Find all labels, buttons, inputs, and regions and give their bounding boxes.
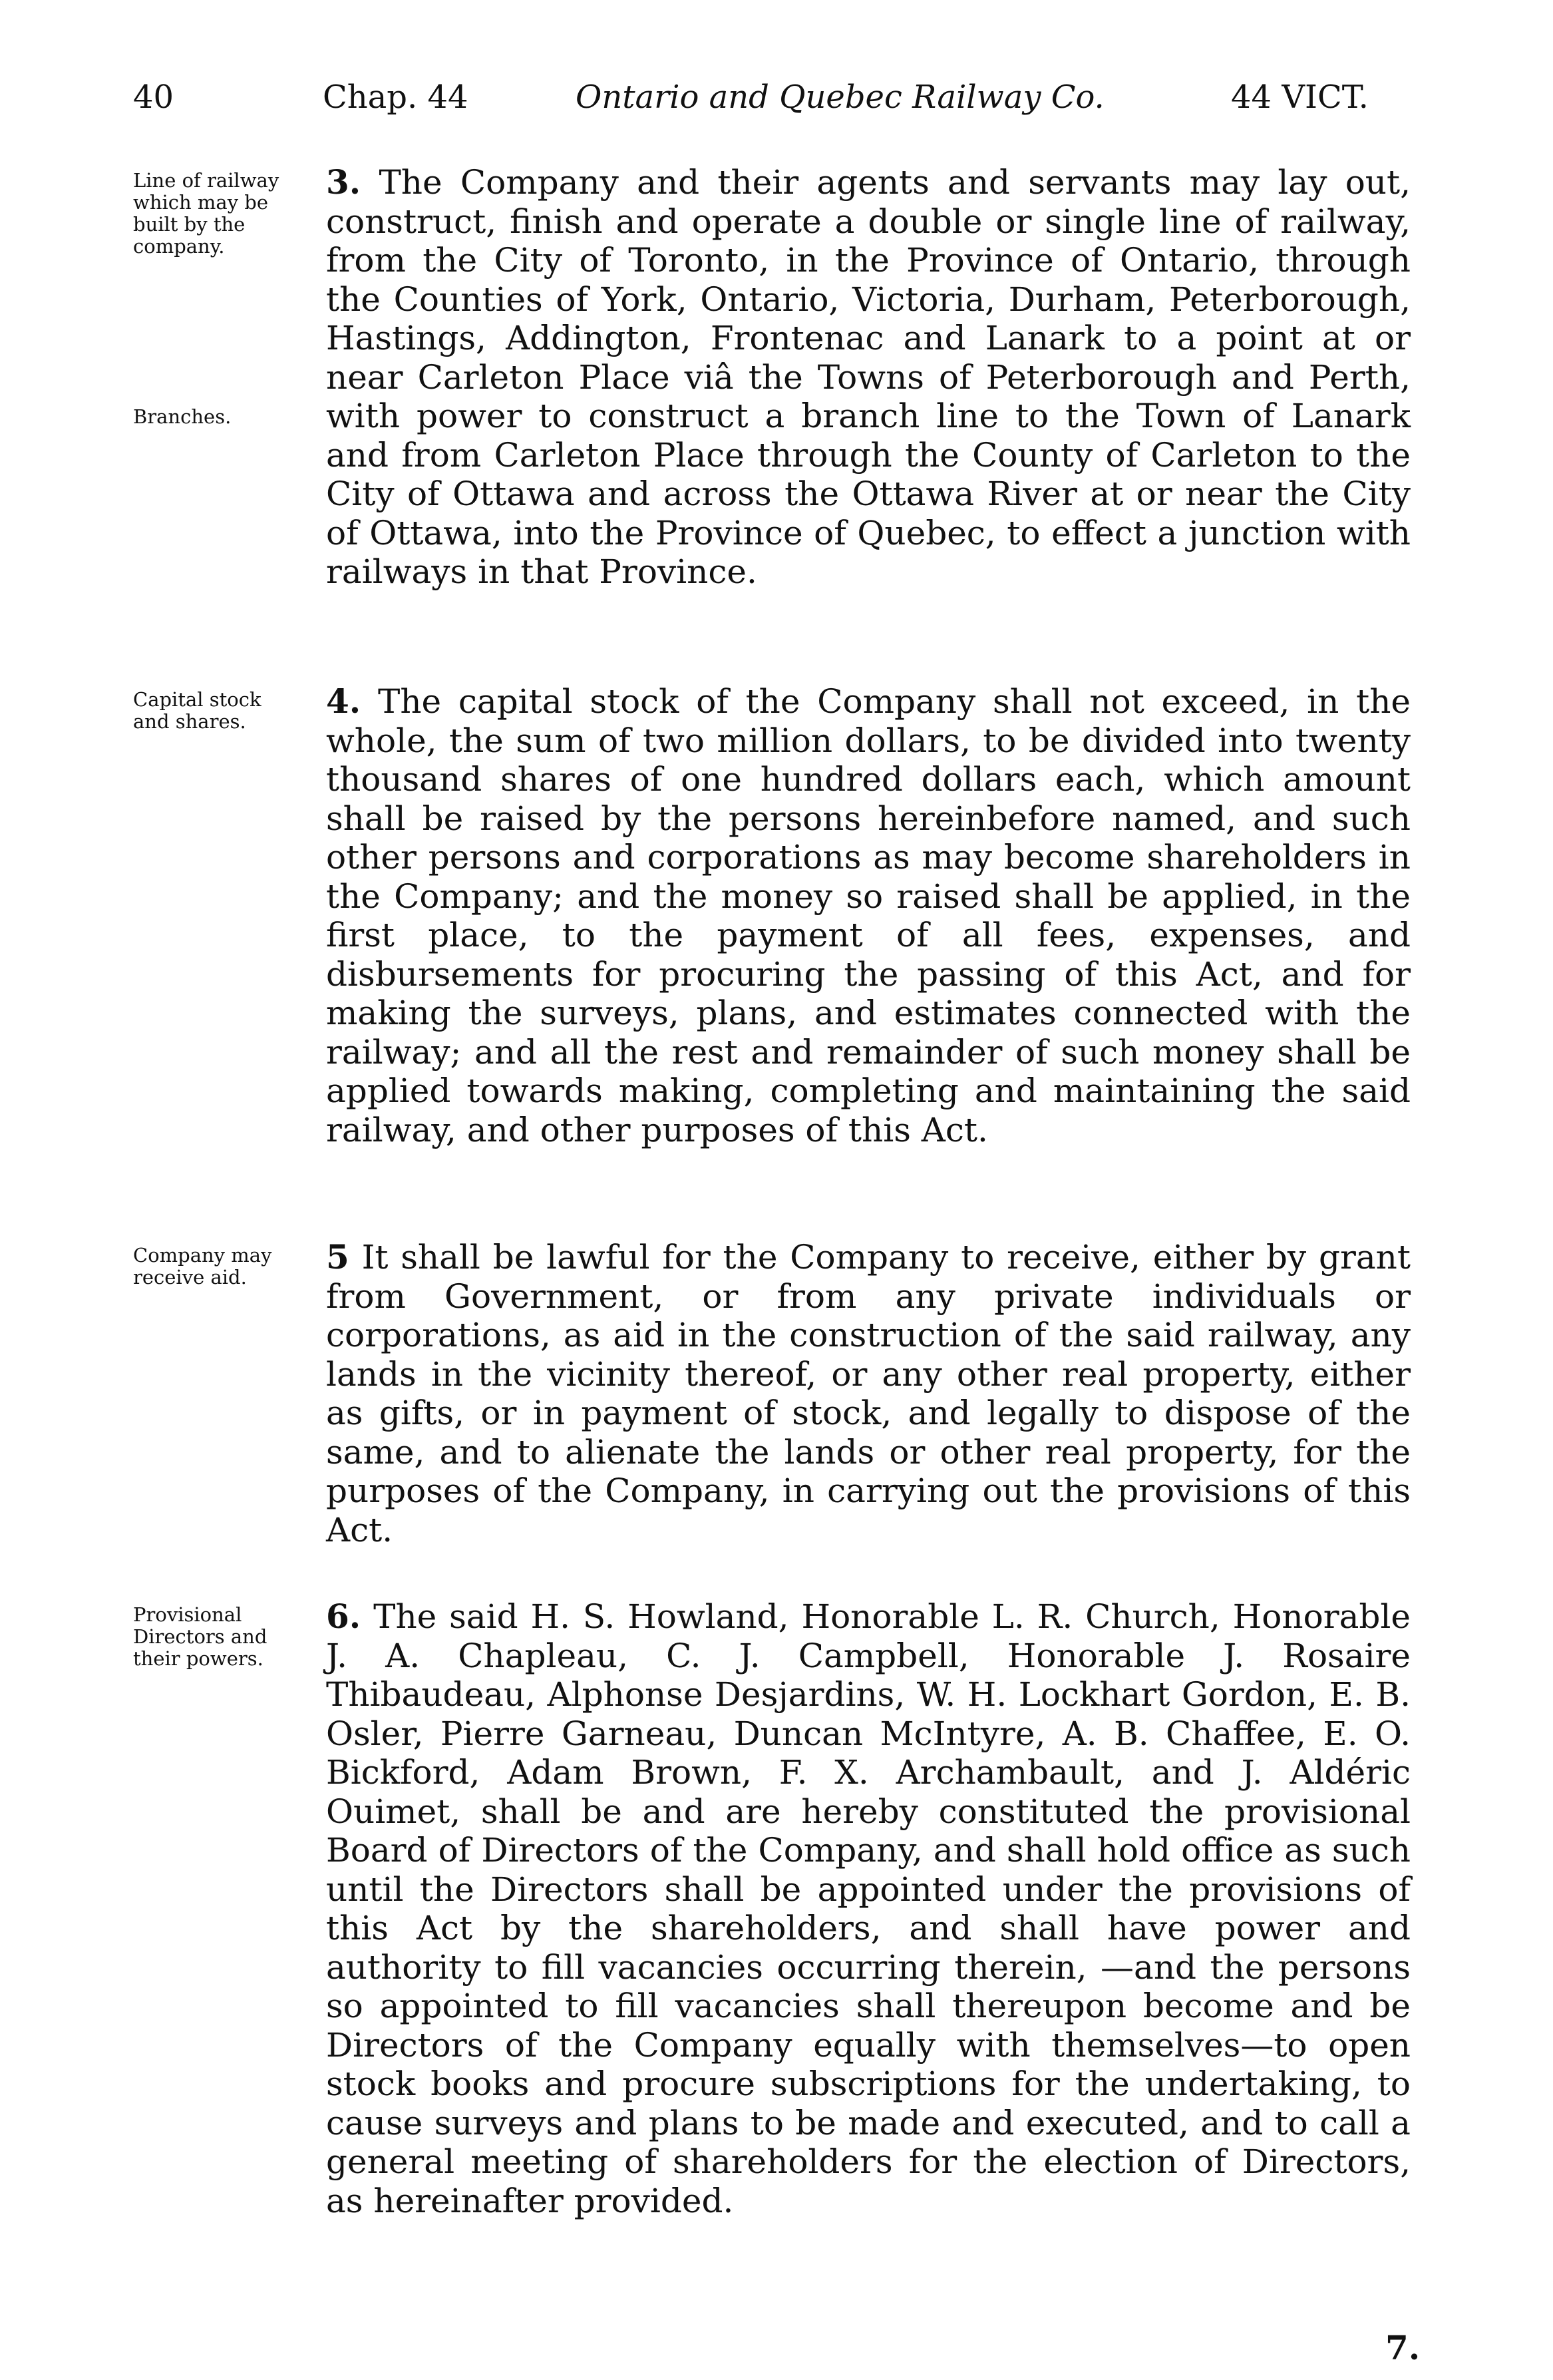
section-3 bbox=[133, 163, 1424, 592]
section-text: The said H. S. Howland, Honorable L. R. Church, Honorable J. A. Chapleau, C. J. Campbell, Honorable J. Rosaire Thibaudeau, Alphonse Desjardins, W. H. Lockhart Gordon, E. B. Osler, Pierre Garneau, Duncan McIntyre, A. B. Chaffee, E. O. Bickford, Adam Brown, F. X. Archambault, and J. Aldéric Ouimet, shall be and are hereby constituted the provisional Board of Directors of the Company, and shall hold office as such until the Directors shall be appointed under the provisions of this Act by the shareholders, and shall have power and authority to fill vacancies occurring therein, —and the persons so appointed to fill vacancies shall thereupon become and be Directors of the Company equally with themselves—to open stock books and procure subscriptions for the undertaking, to cause surveys and plans to be made and executed, and to call a general meeting of shareholders for the election of Directors, as hereinafter provided. bbox=[326, 1597, 1411, 2220]
section-4 bbox=[133, 682, 1424, 1149]
margin-note-provisional-directors: Provisional Directors and their powers. bbox=[133, 1603, 267, 1670]
section-6 bbox=[133, 1597, 1424, 2220]
regnal-year: 44 VICT. bbox=[1231, 79, 1369, 116]
section-number: 5 bbox=[326, 1237, 349, 1277]
margin-note-capital-stock: Capital stock and shares. bbox=[133, 688, 261, 733]
section-text: It shall be lawful for the Company to receive, either by grant from Government, or from any private individuals or corporations, as aid in the construction of the said railway, any lands in the vicinity thereof, or any other real property, either as gifts, or in payment of stock, and legally to dispose of the same, and to alienate the lands or other real property, for the purposes of the Company, in carrying out the provisions of this Act. bbox=[326, 1238, 1411, 1549]
section-number: 6. bbox=[326, 1597, 361, 1636]
section-text: The Company and their agents and servants may lay out, construct, finish and operate a double or single line of railway, from the City of Toronto, in the Province of Ontario, through the Counties of York, Ontario, Victoria, Durham, Peterborough, Hastings, Addington, Frontenac and Lanark to a point at or near Carleton Place viâ the Towns of Peterborough and Perth, with power to construct a branch line to the Town of Lanark and from Carleton Place through the County of Carleton to the City of Ottawa and across the Ottawa River at or near the City of Ottawa, into the Province of Quebec, to effect a junction with railways in that Province. bbox=[326, 163, 1411, 591]
margin-note-branches: Branches. bbox=[133, 405, 232, 428]
section-number: 4. bbox=[326, 682, 361, 721]
catchword: 7. bbox=[1385, 2328, 1421, 2367]
section-number: 3. bbox=[326, 162, 361, 202]
section-4-body bbox=[326, 682, 1411, 1149]
section-5 bbox=[133, 1238, 1424, 1549]
section-5-body bbox=[326, 1238, 1411, 1549]
running-header bbox=[133, 79, 1424, 132]
section-text: The capital stock of the Company shall not exceed, in the whole, the sum of two million dollars, to be divided into twenty thousand shares of one hundred dollars each, which amount shall be raised by the persons hereinbefore named, and such other persons and corporations as may become shareholders in the Company; and the money so raised shall be applied, in the first place, to the payment of all fees, expenses, and disbursements for procuring the passing of this Act, and for making the surveys, plans, and estimates connected with the railway; and all the rest and remainder of such money shall be applied towards making, completing and maintaining the said railway, and other purposes of this Act. bbox=[326, 682, 1411, 1149]
margin-note-line-of-railway: Line of railway which may be built by the company. bbox=[133, 169, 279, 258]
chapter-label: Chap. 44 bbox=[323, 79, 468, 116]
margin-note-company-aid: Company may receive aid. bbox=[133, 1244, 272, 1289]
section-6-body bbox=[326, 1597, 1411, 2220]
page-number: 40 bbox=[133, 79, 174, 116]
act-title: Ontario and Quebec Railway Co. bbox=[576, 79, 1105, 116]
section-3-body bbox=[326, 163, 1411, 592]
